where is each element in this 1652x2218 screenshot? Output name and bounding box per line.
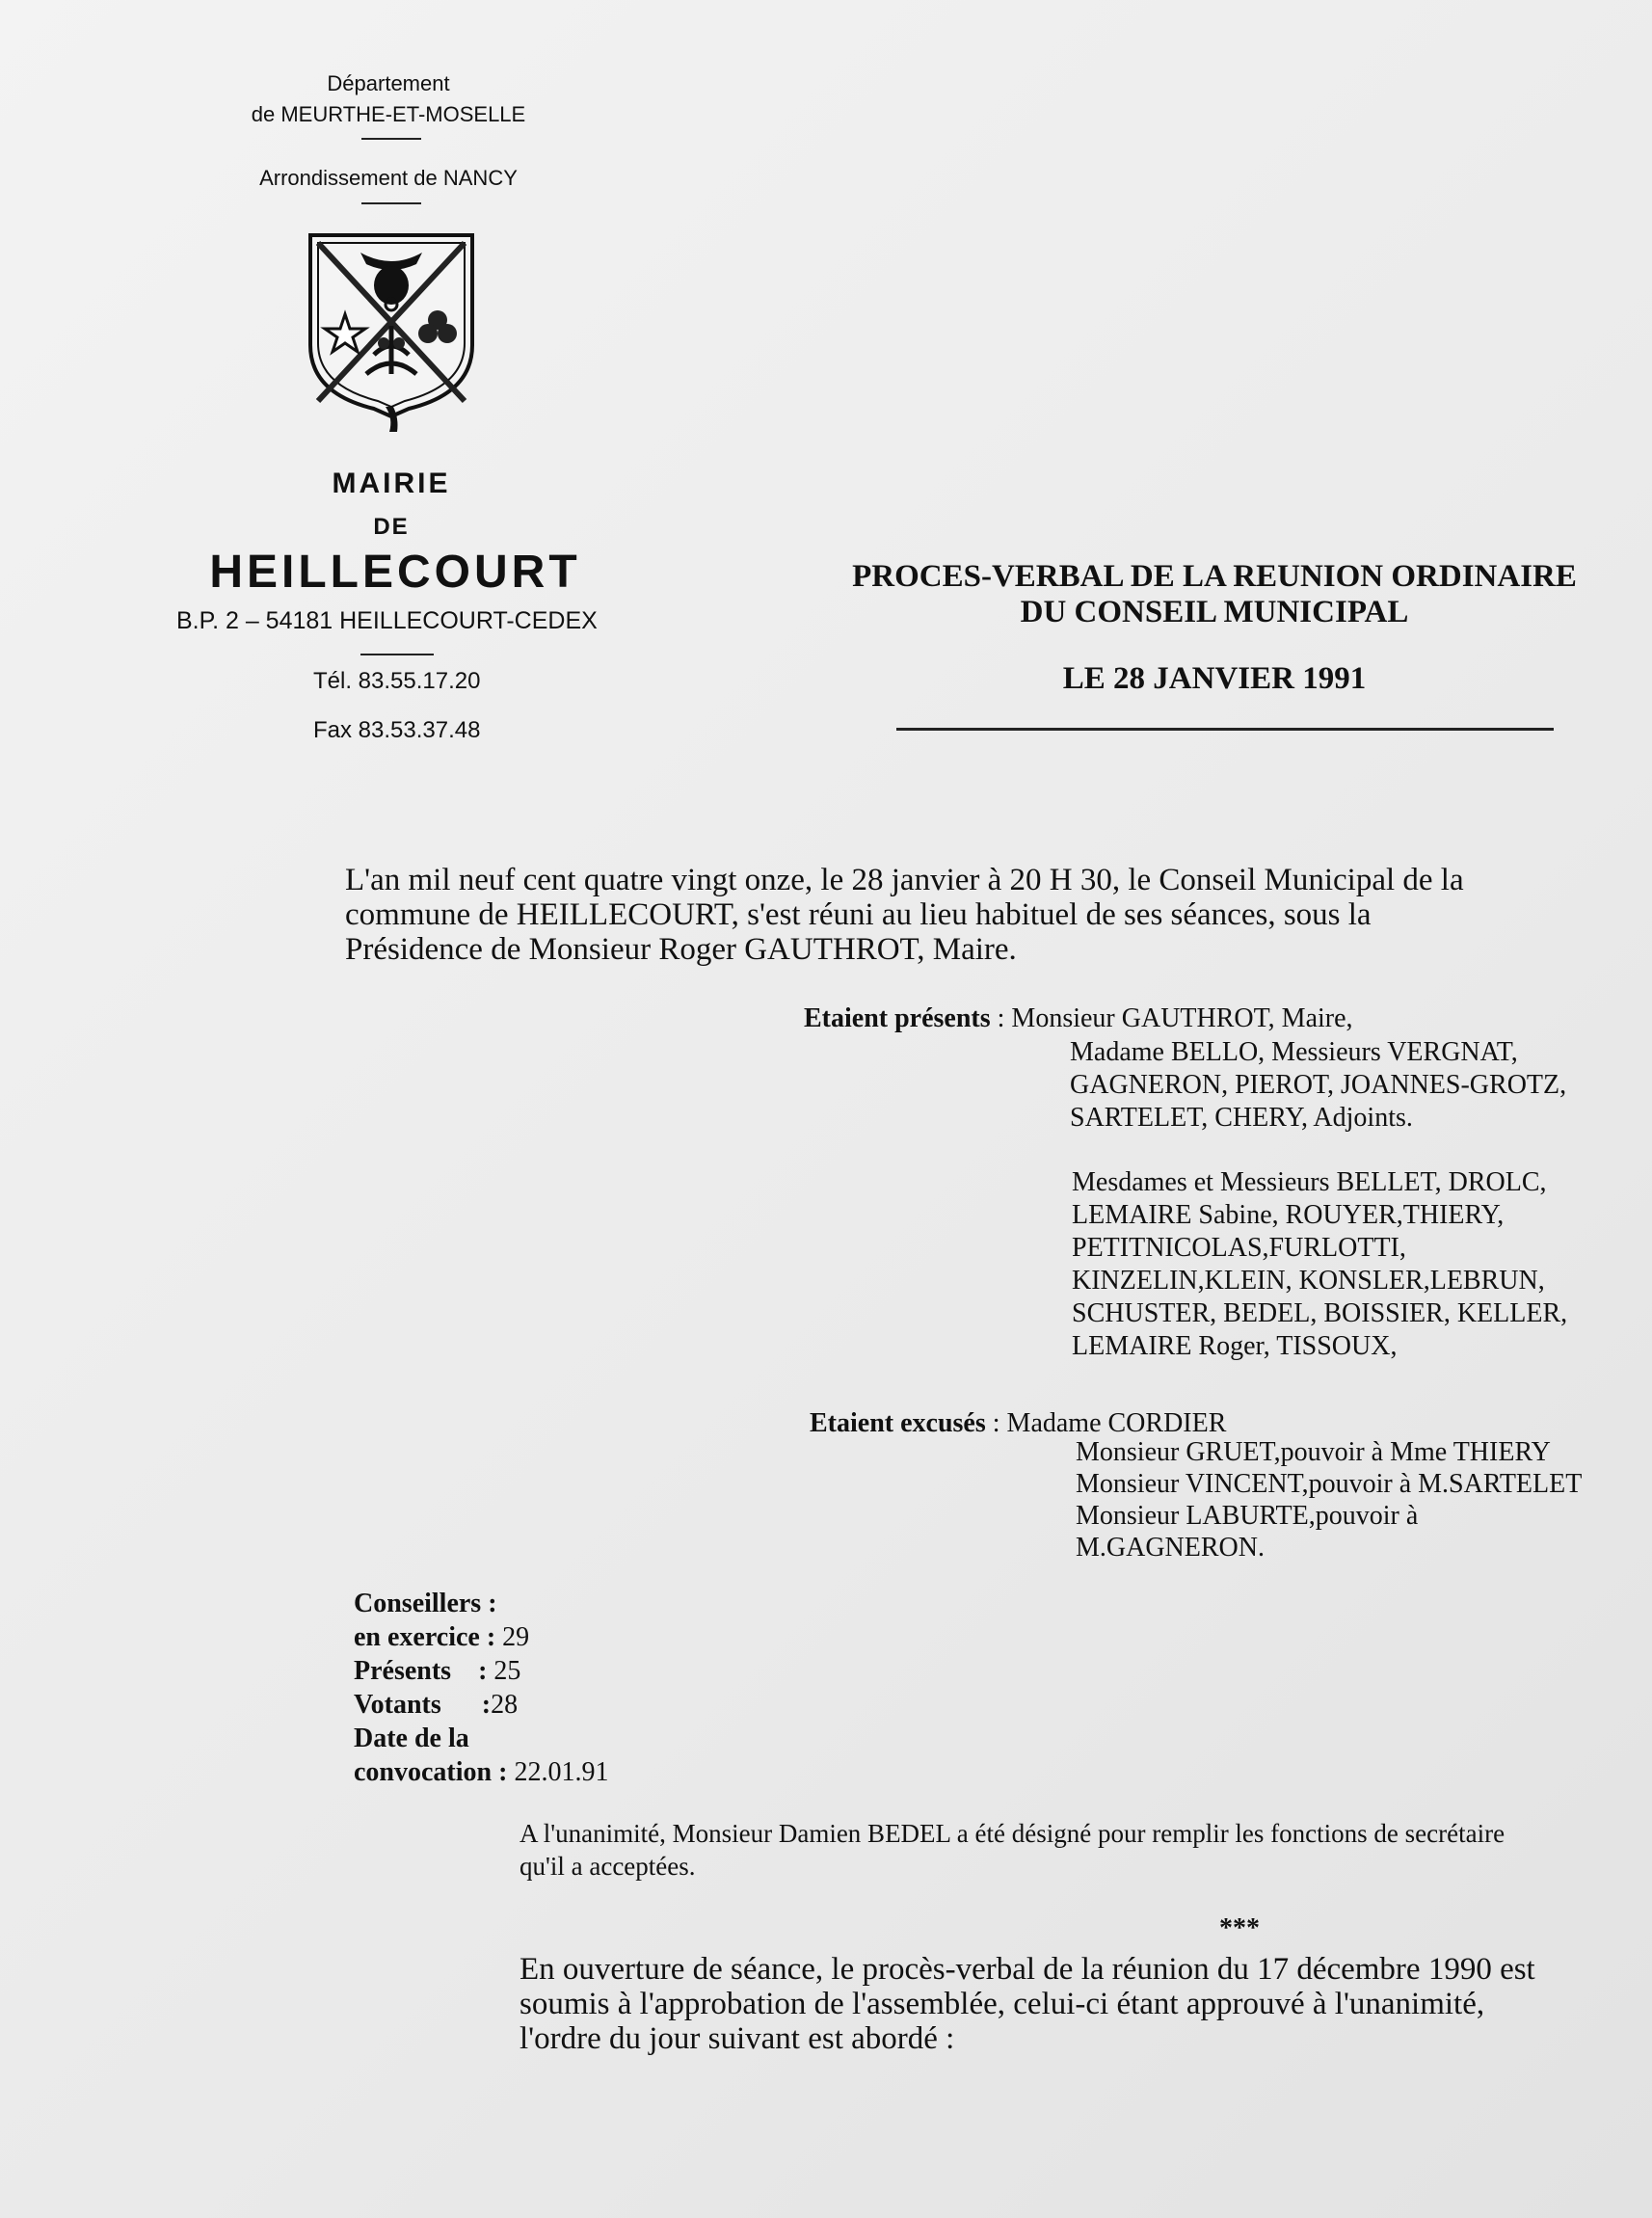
presents-first: : Monsieur GAUTHROT, Maire,: [990, 1003, 1353, 1033]
list-item: Monsieur LABURTE,pouvoir à: [1076, 1501, 1419, 1531]
document-date: LE 28 JANVIER 1991: [1062, 661, 1367, 696]
list-item: GAGNERON, PIEROT, JOANNES-GROTZ,: [1070, 1070, 1567, 1100]
excuses-list: [1076, 1436, 1582, 1563]
list-item: KINZELIN,KLEIN, KONSLER,LEBRUN,: [1072, 1266, 1545, 1296]
stats-heading: Conseillers :: [354, 1589, 497, 1618]
stats-label: Votants :: [354, 1690, 492, 1720]
stats-row: Date de la: [354, 1724, 469, 1753]
telephone: Tél. 83.55.17.20: [313, 668, 481, 694]
stats-row: [354, 1688, 608, 1722]
list-item: SCHUSTER, BEDEL, BOISSIER, KELLER,: [1072, 1298, 1568, 1328]
list-item: Madame BELLO, Messieurs VERGNAT,: [1070, 1037, 1518, 1067]
excuses-label: Etaient excusés: [810, 1408, 986, 1438]
list-item: LEMAIRE Sabine, ROUYER,THIERY,: [1072, 1200, 1505, 1230]
mairie-label: MAIRIE: [332, 468, 451, 499]
list-item: LEMAIRE Roger, TISSOUX,: [1072, 1331, 1398, 1361]
title-underline: [896, 728, 1554, 731]
header-divider: [360, 654, 434, 655]
stats-row: [354, 1654, 608, 1688]
council-stats: [354, 1587, 608, 1789]
conseillers-list: [1072, 1166, 1567, 1363]
excuses-first: : Madame CORDIER: [985, 1408, 1227, 1438]
departement-label: Département: [327, 71, 450, 95]
stats-value: 25: [493, 1656, 521, 1686]
stats-row: [354, 1620, 608, 1654]
list-item: Mesdames et Messieurs BELLET, DROLC,: [1072, 1167, 1547, 1197]
stats-value: 29: [502, 1622, 530, 1652]
document-title-line1: PROCES-VERBAL DE LA REUNION ORDINAIRE: [852, 559, 1577, 594]
stats-value: 28: [491, 1690, 519, 1720]
stats-label: convocation :: [354, 1757, 515, 1787]
intro-line: L'an mil neuf cent quatre vingt onze, le 28 janvier à 20 H 30, le Conseil Municipal de la: [345, 863, 1464, 897]
header-divider: [361, 138, 421, 140]
section-separator: ***: [1219, 1913, 1260, 1943]
stats-value: 22.01.91: [514, 1757, 609, 1787]
presents-heading: [804, 1002, 1353, 1035]
excuses-heading: [810, 1407, 1226, 1440]
header-divider: [361, 202, 421, 204]
fax: Fax 83.53.37.48: [313, 717, 481, 743]
intro-line: commune de HEILLECOURT, s'est réuni au lieu habituel de ses séances, sous la: [345, 897, 1372, 932]
list-item: M.GAGNERON.: [1076, 1533, 1265, 1563]
text-line: A l'unanimité, Monsieur Damien BEDEL a été désigné pour remplir les fonctions de secrétaire: [520, 1819, 1505, 1848]
text-line: En ouverture de séance, le procès-verbal de la réunion du 17 décembre 1990 est: [520, 1952, 1535, 1987]
intro-paragraph: [345, 863, 1464, 967]
list-item: Monsieur GRUET,pouvoir à Mme THIERY: [1076, 1437, 1551, 1467]
departement-name: de MEURTHE-ET-MOSELLE: [251, 102, 526, 126]
de-label: DE: [373, 514, 410, 540]
list-item: SARTELET, CHERY, Adjoints.: [1070, 1103, 1413, 1133]
secretaire-paragraph: [520, 1817, 1505, 1883]
stats-row: [354, 1755, 608, 1789]
text-line: l'ordre du jour suivant est abordé :: [520, 2021, 955, 2056]
stats-label: Présents :: [354, 1656, 494, 1686]
arrondissement-label: Arrondissement de NANCY: [259, 166, 518, 190]
list-item: Monsieur VINCENT,pouvoir à M.SARTELET: [1076, 1469, 1583, 1499]
adjoints-list: [1070, 1036, 1566, 1135]
postal-address: B.P. 2 – 54181 HEILLECOURT-CEDEX: [176, 607, 598, 634]
intro-line: Présidence de Monsieur Roger GAUTHROT, Maire.: [345, 932, 1017, 967]
text-line: soumis à l'approbation de l'assemblée, celui-ci étant approuvé à l'unanimité,: [520, 1987, 1485, 2021]
presents-label: Etaient présents: [804, 1003, 991, 1033]
town-name: HEILLECOURT: [209, 547, 581, 598]
list-item: PETITNICOLAS,FURLOTTI,: [1072, 1233, 1406, 1263]
coat-of-arms-icon: [305, 229, 478, 434]
stats-label: en exercice :: [354, 1622, 503, 1652]
text-line: qu'il a acceptées.: [520, 1852, 696, 1881]
ouverture-paragraph: [520, 1952, 1535, 2056]
document-title-line2: DU CONSEIL MUNICIPAL: [1020, 595, 1409, 629]
